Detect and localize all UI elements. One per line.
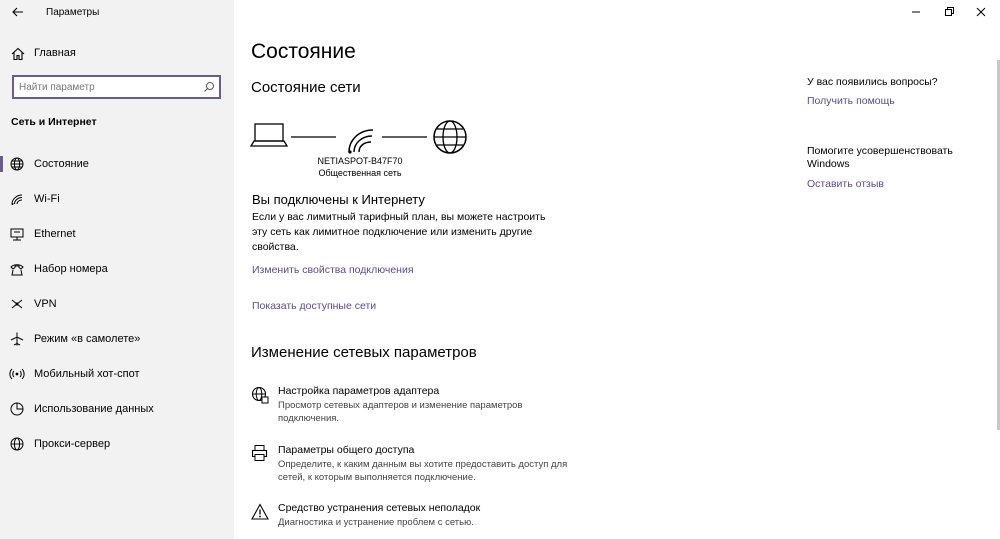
change-connection-properties-link[interactable]: Изменить свойства подключения bbox=[252, 264, 414, 276]
sidebar-item-label: Режим «в самолете» bbox=[34, 333, 141, 345]
sidebar-item-label: Состояние bbox=[34, 158, 89, 170]
sidebar-item-label: Прокси-сервер bbox=[34, 438, 111, 450]
close-button[interactable] bbox=[973, 4, 989, 20]
change-settings-heading: Изменение сетевых параметров bbox=[251, 344, 477, 361]
sidebar-item-ethernet[interactable] bbox=[0, 219, 234, 249]
adapter-globe-icon bbox=[251, 386, 269, 404]
improve-windows-label: Помогите усовершенствовать Windows bbox=[807, 145, 953, 170]
home-icon bbox=[10, 46, 26, 62]
search-box[interactable] bbox=[12, 75, 221, 99]
app-title: Параметры bbox=[46, 7, 100, 18]
wifi-signal-icon bbox=[348, 130, 373, 154]
network-status-heading: Состояние сети bbox=[251, 79, 361, 96]
sidebar-item-dialup[interactable] bbox=[0, 254, 234, 284]
network-type: Общественная сеть bbox=[318, 168, 402, 178]
troubleshooter-link[interactable]: Средство устранения сетевых неполадок bbox=[278, 502, 481, 514]
search-input[interactable] bbox=[19, 79, 199, 95]
sharing-options-desc: Определите, к каким данным вы хотите предоставить доступ для сетей, к которым выполняется подключение. bbox=[278, 459, 568, 483]
airplane-icon bbox=[9, 331, 25, 347]
network-name: NETIASPOT-B47F70 bbox=[317, 156, 403, 166]
sidebar-item-label: Wi-Fi bbox=[34, 193, 60, 205]
sidebar-item-status[interactable] bbox=[0, 149, 234, 179]
warning-icon bbox=[251, 503, 269, 521]
sidebar-item-hotspot[interactable] bbox=[0, 359, 234, 389]
status-globe-icon bbox=[9, 156, 25, 172]
sidebar-item-label: Ethernet bbox=[34, 228, 76, 240]
data-usage-icon bbox=[9, 401, 25, 417]
connected-status: Вы подключены к Интернету bbox=[252, 192, 425, 207]
metered-description: Если у вас лимитный тарифный план, вы можете настроить эту сеть как лимитное подключение или изменить другие свойства. bbox=[252, 211, 546, 253]
ethernet-icon bbox=[9, 226, 25, 242]
show-available-networks-link[interactable]: Показать доступные сети bbox=[252, 300, 377, 312]
page-title: Состояние bbox=[251, 40, 356, 63]
sidebar bbox=[0, 0, 234, 539]
minimize-button[interactable] bbox=[908, 4, 924, 20]
adapter-settings-desc: Просмотр сетевых адаптеров и изменение параметров подключения. bbox=[278, 400, 523, 424]
get-help-link[interactable]: Получить помощь bbox=[807, 95, 895, 107]
troubleshooter-desc: Диагностика и устранение проблем с сетью. bbox=[278, 517, 474, 528]
laptop-icon bbox=[251, 124, 287, 146]
maximize-button[interactable] bbox=[941, 4, 957, 20]
internet-globe-icon bbox=[434, 121, 466, 153]
vpn-icon bbox=[9, 296, 25, 312]
sidebar-item-label: VPN bbox=[34, 298, 57, 310]
dialup-icon bbox=[9, 261, 25, 277]
questions-label: У вас появились вопросы? bbox=[807, 76, 938, 88]
adapter-settings-link[interactable]: Настройка параметров адаптера bbox=[278, 385, 440, 397]
give-feedback-link[interactable]: Оставить отзыв bbox=[807, 178, 884, 190]
back-button[interactable] bbox=[10, 4, 26, 20]
proxy-globe-icon bbox=[9, 436, 25, 452]
wifi-icon bbox=[9, 191, 25, 207]
sidebar-item-home-label: Главная bbox=[34, 47, 76, 59]
hotspot-icon bbox=[9, 366, 25, 382]
sidebar-item-wifi[interactable] bbox=[0, 184, 234, 214]
sidebar-item-data-usage[interactable] bbox=[0, 394, 234, 424]
sidebar-item-proxy[interactable] bbox=[0, 429, 234, 459]
minimize-icon bbox=[908, 4, 924, 20]
sidebar-item-home[interactable] bbox=[0, 43, 234, 65]
close-icon bbox=[973, 4, 989, 20]
search-icon[interactable] bbox=[203, 81, 215, 93]
sidebar-item-label: Мобильный хот-спот bbox=[34, 368, 140, 380]
restore-icon bbox=[941, 4, 957, 20]
sharing-options-link[interactable]: Параметры общего доступа bbox=[278, 444, 415, 456]
sidebar-item-label: Набор номера bbox=[34, 263, 108, 275]
network-diagram bbox=[250, 116, 480, 160]
sidebar-item-vpn[interactable] bbox=[0, 289, 234, 319]
sidebar-item-label: Использование данных bbox=[34, 403, 154, 415]
back-arrow-icon bbox=[12, 7, 24, 17]
sidebar-item-airplane[interactable] bbox=[0, 324, 234, 354]
section-title: Сеть и Интернет bbox=[11, 116, 97, 128]
sharing-printer-icon bbox=[251, 444, 269, 462]
